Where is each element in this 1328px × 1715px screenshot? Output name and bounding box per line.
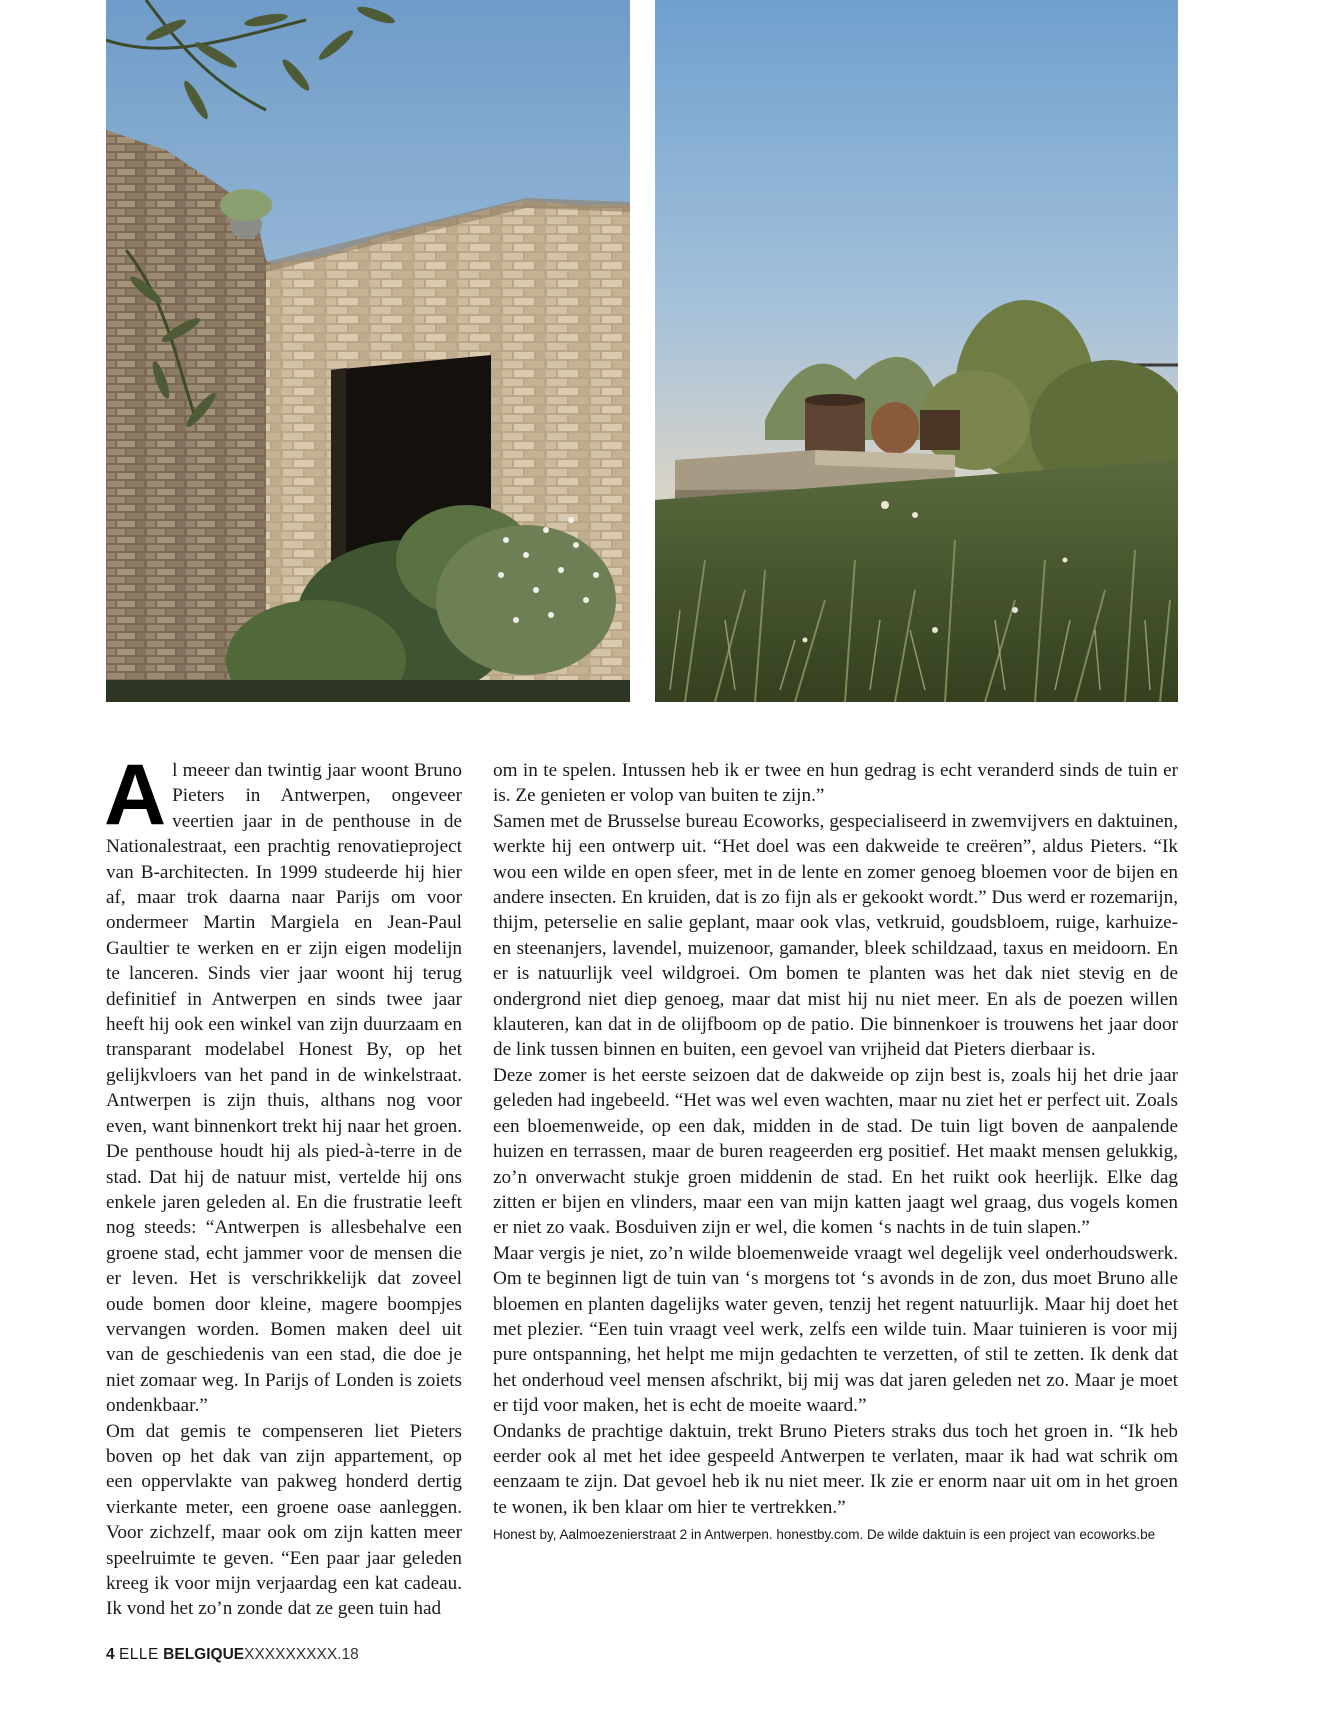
article-paragraph: Om dat gemis te compenseren liet Pieters boven op het dak van zijn appartement, op een oppervlakte van pakweg honderd dertig vierkante meter, een groene oase aanleggen. Voor zichzelf, maar ook om zijn katten meer speelruimte te geven. “Een paar jaar geleden kreeg ik voor mijn verjaardag een kat cadeau. Ik vond het zo’n zonde dat ze geen tuin had xyxy=(106,1420,462,1620)
magazine-name: ELLE xyxy=(118,1646,159,1663)
page-folio xyxy=(106,1646,359,1664)
article-paragraph: Samen met de Brusselse bureau Ecoworks, gespecialiseerd in zwemvijvers en daktuinen, werkte hij een ontwerp uit. “Het doel was een dakweide te creëren”, aldus Pieters. “Ik wou een wilde en open sfeer, met in de lente en zomer genoeg bloemen voor de bijen en andere insecten. En kruiden, dat is zo fijn als er gekookt wordt.” Dus werd er rozemarijn, thijm, peterselie en salie geplant, maar ook vlas, vetkruid, goudsbloem, ruige, karhuize- en steenanjers, lavendel, muizenoor, gamander, bleek schildzaad, taxus en meidoorn. En er is natuurlijk veel wildgroei. Om bomen te planten was het dak niet stevig en de ondergrond niet diep genoeg, maar dat mist hij nu niet meer. En als de poezen willen klauteren, kan dat in de olijfboom op de patio. Die binnenkoer is trouwens het jaar door de link tussen binnen en buiten, een gevoel van vrijheid dat Pieters dierbaar is. xyxy=(493,810,1178,1061)
article-paragraph: Al meeer dan twintig jaar woont Bruno Pieters in Antwerpen, ongeveer veertien jaar in de penthouse in de Nationalestraat, een prachtig renovatieproject van B-architecten. In 1999 studeerde hij hier af, maar trok daarna naar Parijs om voor ondermeer Martin Margiela en Jean-Paul Gaultier te werken en er zijn eigen modelijn te lanceren. Sinds vier jaar woont hij terug definitief in Antwerpen en sinds twee jaar heeft hij ook een winkel van zijn duurzaam en transparant modelabel Honest By, op het gelijkvloers van het pand in de winkelstraat. Antwerpen is zijn thuis, althans nog voor even, want binnenkort trekt hij naar het groen. De penthouse houdt hij als pied-à-terre in de stad. Dat hij de natuur mist, vertelde hij ons enkele jaren geleden al. En die frustratie leeft nog steeds: “Antwerpen is allesbehalve een groene stad, echt jammer voor de mensen die er leven. Het is verschrikkelijk dat zoveel oude bomen door kleine, magere boompjes vervangen worden. Bomen maken deel uit van de geschiedenis van een stad, die doe je niet zomaar weg. In Parijs of Londen is zoiets ondenkbaar.” xyxy=(104,747,462,1417)
issue-date: XXXXXXXXX.18 xyxy=(244,1646,359,1663)
article-paragraph: Ondanks de prachtige daktuin, trekt Bruno Pieters straks dus toch het groen in. “Ik heb eerder ook al met het idee gespeeld Antwerpen te verlaten, maar ik had wat schrik om eenzaam te zijn. Dat gevoel heb ik nu niet meer. Ik zie er enorm naar uit om in het groen te wonen, ik ben klaar om hier te vertrekken.” xyxy=(493,1420,1178,1518)
article-column-left xyxy=(104,747,462,1622)
magazine-edition: BELGIQUE xyxy=(163,1646,245,1663)
article-paragraph: om in te spelen. Intussen heb ik er twee en hun gedrag is echt veranderd sinds de tuin er is. Ze genieten er volop van buiten te zijn.” xyxy=(493,760,1178,807)
drop-cap: A xyxy=(104,747,167,843)
rooftop-wild-meadow-photo xyxy=(655,0,1178,702)
page-number: 4 xyxy=(106,1646,115,1663)
article-paragraph: Deze zomer is het eerste seizoen dat de dakweide op zijn best is, zoals hij het drie jaar geleden had ingebeeld. “Het was wel even wachten, maar nu ziet het er perfect uit. Zoals een bloemenweide, op een dak, midden in de stad. De tuin ligt boven de aanpalende huizen en terrassen, maar de buren reageerden erg positief. Het maakt mensen gelukkig, zo’n onverwacht stukje groen middenin de stad. En het ruikt ook heerlijk. Elke dag zitten er bijen en vlinders, maar een van mijn katten jaagt wel graag, dus vogels komen er niet zo vaak. Bosduiven zijn er wel, die komen ‘s nachts in de tuin slapen.” xyxy=(493,1064,1178,1239)
article-column-right xyxy=(493,758,1178,1544)
article-paragraph: Maar vergis je niet, zo’n wilde bloemenweide vraagt wel degelijk veel onderhoudswerk. Om te beginnen ligt de tuin van ‘s morgens tot ‘s avonds in de zon, dus moet Bruno alle bloemen en planten dagelijks water geven, tenzij het regent natuurlijk. Maar hij doet het met plezier. “Een tuin vraagt veel werk, zelfs een wilde tuin. Maar tuinieren is voor mij pure ontspanning, het helpt me mijn gedachten te verzetten, of stil te zetten. Ik denk dat het onderhoud veel mensen afschrikt, bij mij was dat jaren geleden net zo. Maar je moet er tijd voor maken, het is echt de moeite waard.” xyxy=(493,1242,1178,1417)
credit-caption: Honest by, Aalmoezenierstraat 2 in Antwerpen. honestby.com. De wilde daktuin is een project van ecoworks.be xyxy=(493,1527,1156,1543)
rooftop-stone-wall-doorway-photo xyxy=(106,0,630,702)
